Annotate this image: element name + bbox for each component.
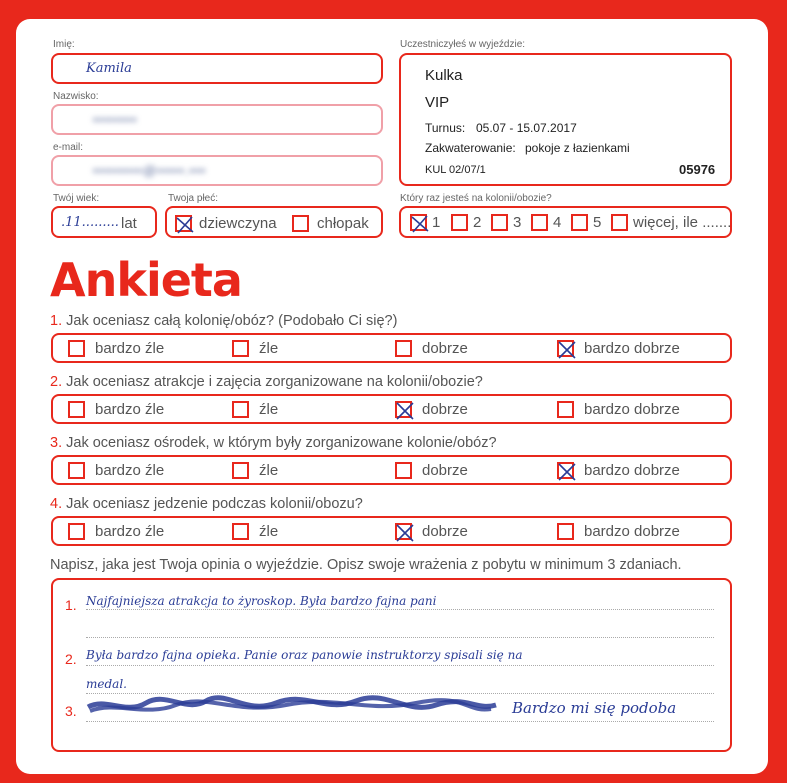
surname-label: Nazwisko: xyxy=(53,91,99,102)
question-3-option-2: źle xyxy=(259,462,279,479)
question-4-checkbox-4[interactable] xyxy=(557,523,574,540)
question-number: 1. xyxy=(50,313,63,329)
question-2-checkbox-1[interactable] xyxy=(68,401,85,418)
camp-code: KUL 02/07/1 xyxy=(425,164,486,176)
question-label: Jak oceniasz ośrodek, w którym były zorganizowane kolonie/obóz? xyxy=(66,435,497,451)
times-checkbox-more[interactable] xyxy=(611,214,628,231)
question-2-text xyxy=(50,374,483,390)
times-label: Który raz jesteś na kolonii/obozie? xyxy=(400,193,552,204)
age-unit: lat xyxy=(121,215,137,232)
question-3-option-3: dobrze xyxy=(422,462,468,479)
times-checkbox-4[interactable] xyxy=(531,214,548,231)
question-1-option-4: bardzo dobrze xyxy=(584,340,680,357)
question-1-option-3: dobrze xyxy=(422,340,468,357)
gender-option-girl: dziewczyna xyxy=(199,215,277,232)
age-value: .11......... xyxy=(61,215,119,230)
question-1-checkbox-3[interactable] xyxy=(395,340,412,357)
gender-option-boy: chłopak xyxy=(317,215,369,232)
scribble xyxy=(86,693,506,721)
camp-info-box xyxy=(399,53,732,186)
question-4-option-2: źle xyxy=(259,523,279,540)
question-4-checkbox-2[interactable] xyxy=(232,523,249,540)
age-label: Twój wiek: xyxy=(53,193,100,204)
accommodation-label: Zakwaterowanie: xyxy=(425,141,516,155)
gender-label: Twoja płeć: xyxy=(168,193,219,204)
question-3-checkbox-4[interactable] xyxy=(557,462,574,479)
camp-number: 05976 xyxy=(679,162,716,177)
question-number: 3. xyxy=(50,435,63,451)
gender-checkbox-girl[interactable] xyxy=(175,215,192,232)
email-field[interactable] xyxy=(51,155,383,186)
question-2-option-2: źle xyxy=(259,401,279,418)
question-2-option-4: bardzo dobrze xyxy=(584,401,680,418)
surname-field[interactable] xyxy=(51,104,383,135)
question-1-text xyxy=(50,313,397,329)
opinion-num-3: 3. xyxy=(65,703,77,719)
question-number: 2. xyxy=(50,374,63,390)
question-1-checkbox-4[interactable] xyxy=(557,340,574,357)
camp-name: Kulka xyxy=(425,67,463,84)
accommodation-value: pokoje z łazienkami xyxy=(525,141,630,155)
times-option-3: 3 xyxy=(513,214,522,231)
times-checkbox-2[interactable] xyxy=(451,214,468,231)
question-4-checkbox-1[interactable] xyxy=(68,523,85,540)
question-3-text xyxy=(50,435,497,451)
opinion-num-1: 1. xyxy=(65,597,77,613)
opinion-line xyxy=(86,609,714,610)
opinion-line xyxy=(86,665,714,666)
name-label: Imię: xyxy=(53,39,75,50)
question-3-option-4: bardzo dobrze xyxy=(584,462,680,479)
question-label: Jak oceniasz atrakcje i zajęcia zorganizowane na kolonii/obozie? xyxy=(66,374,483,390)
times-option-4: 4 xyxy=(553,214,562,231)
question-4-text xyxy=(50,496,363,512)
question-4-option-3: dobrze xyxy=(422,523,468,540)
times-checkbox-3[interactable] xyxy=(491,214,508,231)
question-label: Jak oceniasz całą kolonię/obóz? (Podobało Ci się?) xyxy=(66,313,398,329)
opinion-text-2b: medal. xyxy=(86,677,127,691)
opinion-text-1: Najfajniejsza atrakcja to żyroskop. Była bardzo fajna pani xyxy=(86,594,437,608)
question-2-checkbox-3[interactable] xyxy=(395,401,412,418)
opinion-line xyxy=(86,721,714,722)
times-option-1: 1 xyxy=(432,214,441,231)
opinion-text-2: Była bardzo fajna opieka. Panie oraz panowie instruktorzy spisali się na xyxy=(86,648,523,662)
gender-checkbox-boy[interactable] xyxy=(292,215,309,232)
opinion-prompt: Napisz, jaka jest Twoja opinia o wyjeździe. Opisz swoje wrażenia z pobytu w minimum 3 zdaniach. xyxy=(50,557,682,573)
question-2-checkbox-2[interactable] xyxy=(232,401,249,418)
times-option-5: 5 xyxy=(593,214,602,231)
times-checkbox-5[interactable] xyxy=(571,214,588,231)
camp-type: VIP xyxy=(425,94,450,111)
question-number: 4. xyxy=(50,496,63,512)
opinion-line xyxy=(86,637,714,638)
question-1-option-1: bardzo źle xyxy=(95,340,165,357)
question-1-checkbox-1[interactable] xyxy=(68,340,85,357)
question-4-option-1: bardzo źle xyxy=(95,523,165,540)
question-label: Jak oceniasz jedzenie podczas kolonii/obozu? xyxy=(66,496,363,512)
question-3-checkbox-2[interactable] xyxy=(232,462,249,479)
opinion-text-3: Bardzo mi się podoba xyxy=(512,699,677,717)
opinion-num-2: 2. xyxy=(65,651,77,667)
question-1-option-2: źle xyxy=(259,340,279,357)
question-4-checkbox-3[interactable] xyxy=(395,523,412,540)
name-field[interactable] xyxy=(51,53,383,84)
times-option-more: więcej, ile ....... xyxy=(633,214,732,231)
question-4-option-4: bardzo dobrze xyxy=(584,523,680,540)
surname-value: •••••••• xyxy=(93,112,138,127)
turnus-label: Turnus: xyxy=(425,121,466,135)
question-2-option-1: bardzo źle xyxy=(95,401,165,418)
turnus-value: 05.07 - 15.07.2017 xyxy=(476,121,577,135)
question-3-option-1: bardzo źle xyxy=(95,462,165,479)
times-option-2: 2 xyxy=(473,214,482,231)
question-2-option-3: dobrze xyxy=(422,401,468,418)
survey-title: Ankieta xyxy=(50,253,242,307)
question-1-checkbox-2[interactable] xyxy=(232,340,249,357)
participated-label: Uczestniczyłeś w wyjeździe: xyxy=(400,39,526,50)
email-label: e-mail: xyxy=(53,142,84,153)
question-3-checkbox-1[interactable] xyxy=(68,462,85,479)
email-value: •••••••••@•••••.••• xyxy=(93,163,207,178)
times-checkbox-1[interactable] xyxy=(410,214,427,231)
question-3-checkbox-3[interactable] xyxy=(395,462,412,479)
name-value: Kamila xyxy=(86,61,132,76)
age-field[interactable] xyxy=(51,206,157,238)
question-2-checkbox-4[interactable] xyxy=(557,401,574,418)
